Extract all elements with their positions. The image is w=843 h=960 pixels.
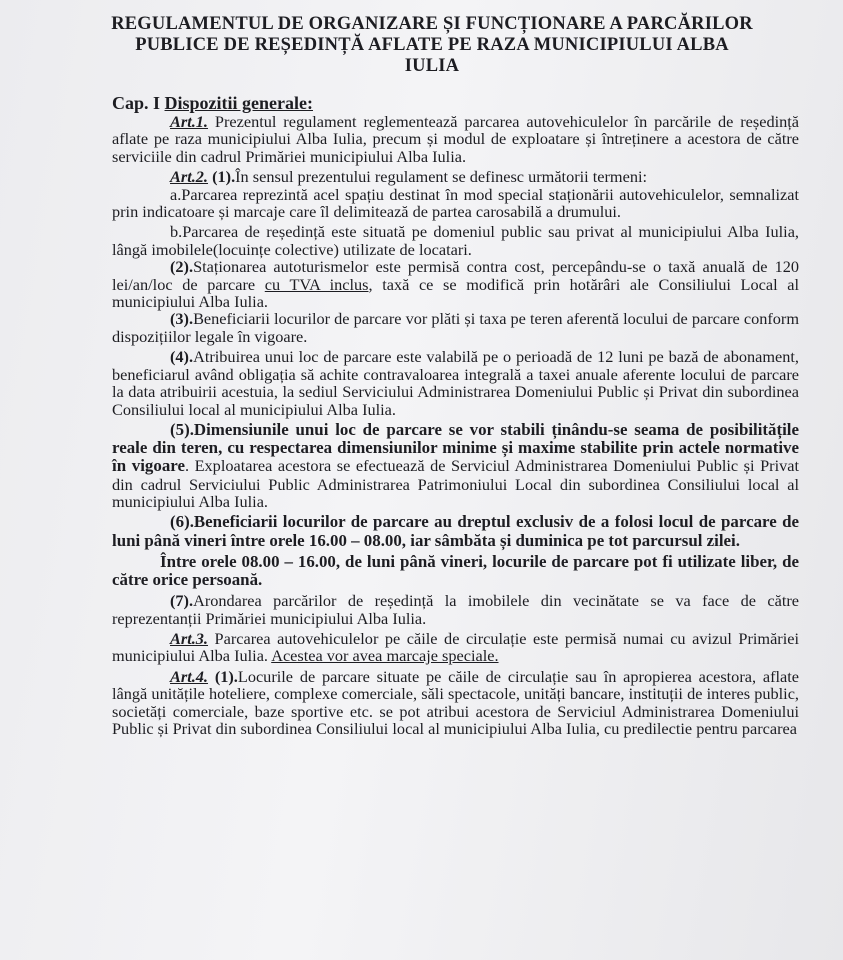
art2-label: Art.2. (170, 167, 209, 187)
art2-p3-text: Beneficiarii locurilor de parcare vor plăti și taxa pe teren aferentă locului de parcare conform dispozițiilor legale în vigoare. (112, 309, 799, 346)
chapter-prefix: Cap. I (112, 93, 161, 113)
art4-p1 (112, 668, 799, 738)
title-line-3: IULIA (404, 56, 460, 76)
art2-p5-text: . Exploatarea acestora se efectuează de Serviciul Administrarea Domeniului Public și Privat din cadrul Serviciului Public Administrarea Patrimoniului Local din subordinea Consiliului local al municipiului Alba Iulia. (112, 456, 799, 511)
art4-label: Art.4. (170, 666, 209, 686)
art2-p6: (6).Beneficiarii locurilor de parcare au dreptul exclusiv de a folosi locul de parcare de luni până vineri între orele 16.00 – 08.00, iar sâmbăta și duminica pe tot parcursul zilei. (112, 512, 799, 550)
art2-p1-text: În sensul prezentului regulament se definesc următorii termeni: (235, 167, 648, 187)
art2-p2-num: (2). (170, 257, 194, 277)
art2-def-b: b.Parcarea de reședință este situată pe domeniul public sau privat al municipiului Alba Iulia, lângă imobilele(locuințe colective) utilizate de locatari. (112, 222, 799, 259)
chapter-heading (112, 93, 799, 113)
art3-underlined: Acestea vor avea marcaje speciale. (271, 646, 499, 666)
art2-p7 (112, 592, 799, 627)
art2-p7-num: (7). (170, 591, 194, 611)
art3-label: Art.3. (170, 628, 209, 648)
art3-text: Parcarea autovehiculelor pe căile de circulație este permisă numai cu avizul Primăriei municipiului Alba Iulia. (112, 628, 799, 666)
art2-p4 (112, 348, 799, 418)
art4-p1-text: Locurile de parcare situate pe căile de circulație sau în apropierea acestora, aflate lângă unitățile hoteliere, complexe comerciale, săli spectacole, unități bancare, instituții de interes public, societăți comerciale, baze sportive etc. se pot atribui acestora de Serviciul Administrarea Domeniului Public și Privat din subordinea Consiliului local al municipiului Alba Iulia, cu predilectie pentru parcarea (112, 666, 799, 738)
art2-p1 (112, 168, 799, 185)
art2-p2-underlined: cu TVA inclus (264, 274, 369, 294)
document-body (112, 113, 799, 737)
art2-p2-text-a: Staționarea autoturismelor este permisă contra cost, percepându-se o taxă anuală de 120 lei/an/loc de parcare (112, 257, 799, 294)
title-line-1: REGULAMENTUL DE ORGANIZARE ȘI FUNCȚIONARE A PARCĂRILOR (111, 14, 753, 34)
art2-p5 (112, 421, 799, 510)
art2-p3 (112, 310, 799, 345)
art1-paragraph (112, 113, 799, 165)
title-line-2: PUBLICE DE REȘEDINȚĂ AFLATE PE RAZA MUNICIPIULUI ALBA (135, 35, 729, 55)
art2-p4-num: (4). (170, 347, 194, 367)
chapter-title: Dispozitii generale: (164, 93, 313, 113)
art2-p6-hours: Între orele 08.00 – 16.00, de luni până vineri, locurile de parcare pot fi utilizate liber, de către orice persoană. (112, 551, 799, 589)
art2-def-a: a.Parcarea reprezintă acel spațiu destinat în mod special staționării autovehiculelor, semnalizat prin indicatoare și marcaje care îl delimitează de partea carosabilă a drumului. (112, 184, 799, 222)
art4-p1-num: (1). (208, 666, 238, 686)
document-title (72, 14, 792, 77)
art2-p1-num: (1). (208, 167, 236, 187)
art2-p4-text: Atribuirea unui loc de parcare este valabilă pe o perioadă de 12 luni pe bază de abonament, beneficiarul având obligația să achite contravaloarea integrală a taxei anuale aferente locului de parcare la data atribuirii acestuia, la sediul Serviciului Administrarea Domeniului Public și Privat din subordinea Consiliului local al municipiului Alba Iulia. (112, 347, 799, 419)
art3-paragraph (112, 630, 799, 665)
art2-p2 (112, 258, 799, 310)
art2-p7-text: Arondarea parcărilor de reședință la imobilele din vecinătate se va face de către reprezentanții Primăriei municipiului Alba Iulia. (112, 591, 799, 628)
art2-p3-num: (3). (170, 309, 194, 329)
art1-label: Art.1. (170, 112, 209, 131)
art2-p2-text-b: , taxă ce se modifică prin hotărâri ale Consiliului Local al municipiului Alba Iulia. (112, 274, 799, 312)
art2-p5-bold: (5).Dimensiunile unui loc de parcare se vor stabili ținându-se seama de posibilitățile reale din teren, cu respectarea dimensiunilor minime și maxime stabilite prin actele normative în vigoare (112, 419, 799, 476)
art1-text: Prezentul regulament reglementează parcarea autovehiculelor în parcările de reședință aflate pe raza municipiului Alba Iulia, precum și modul de exploatare și întreținere a acestora de către serviciile din cadrul Primăriei municipiului Alba Iulia. (112, 112, 799, 166)
